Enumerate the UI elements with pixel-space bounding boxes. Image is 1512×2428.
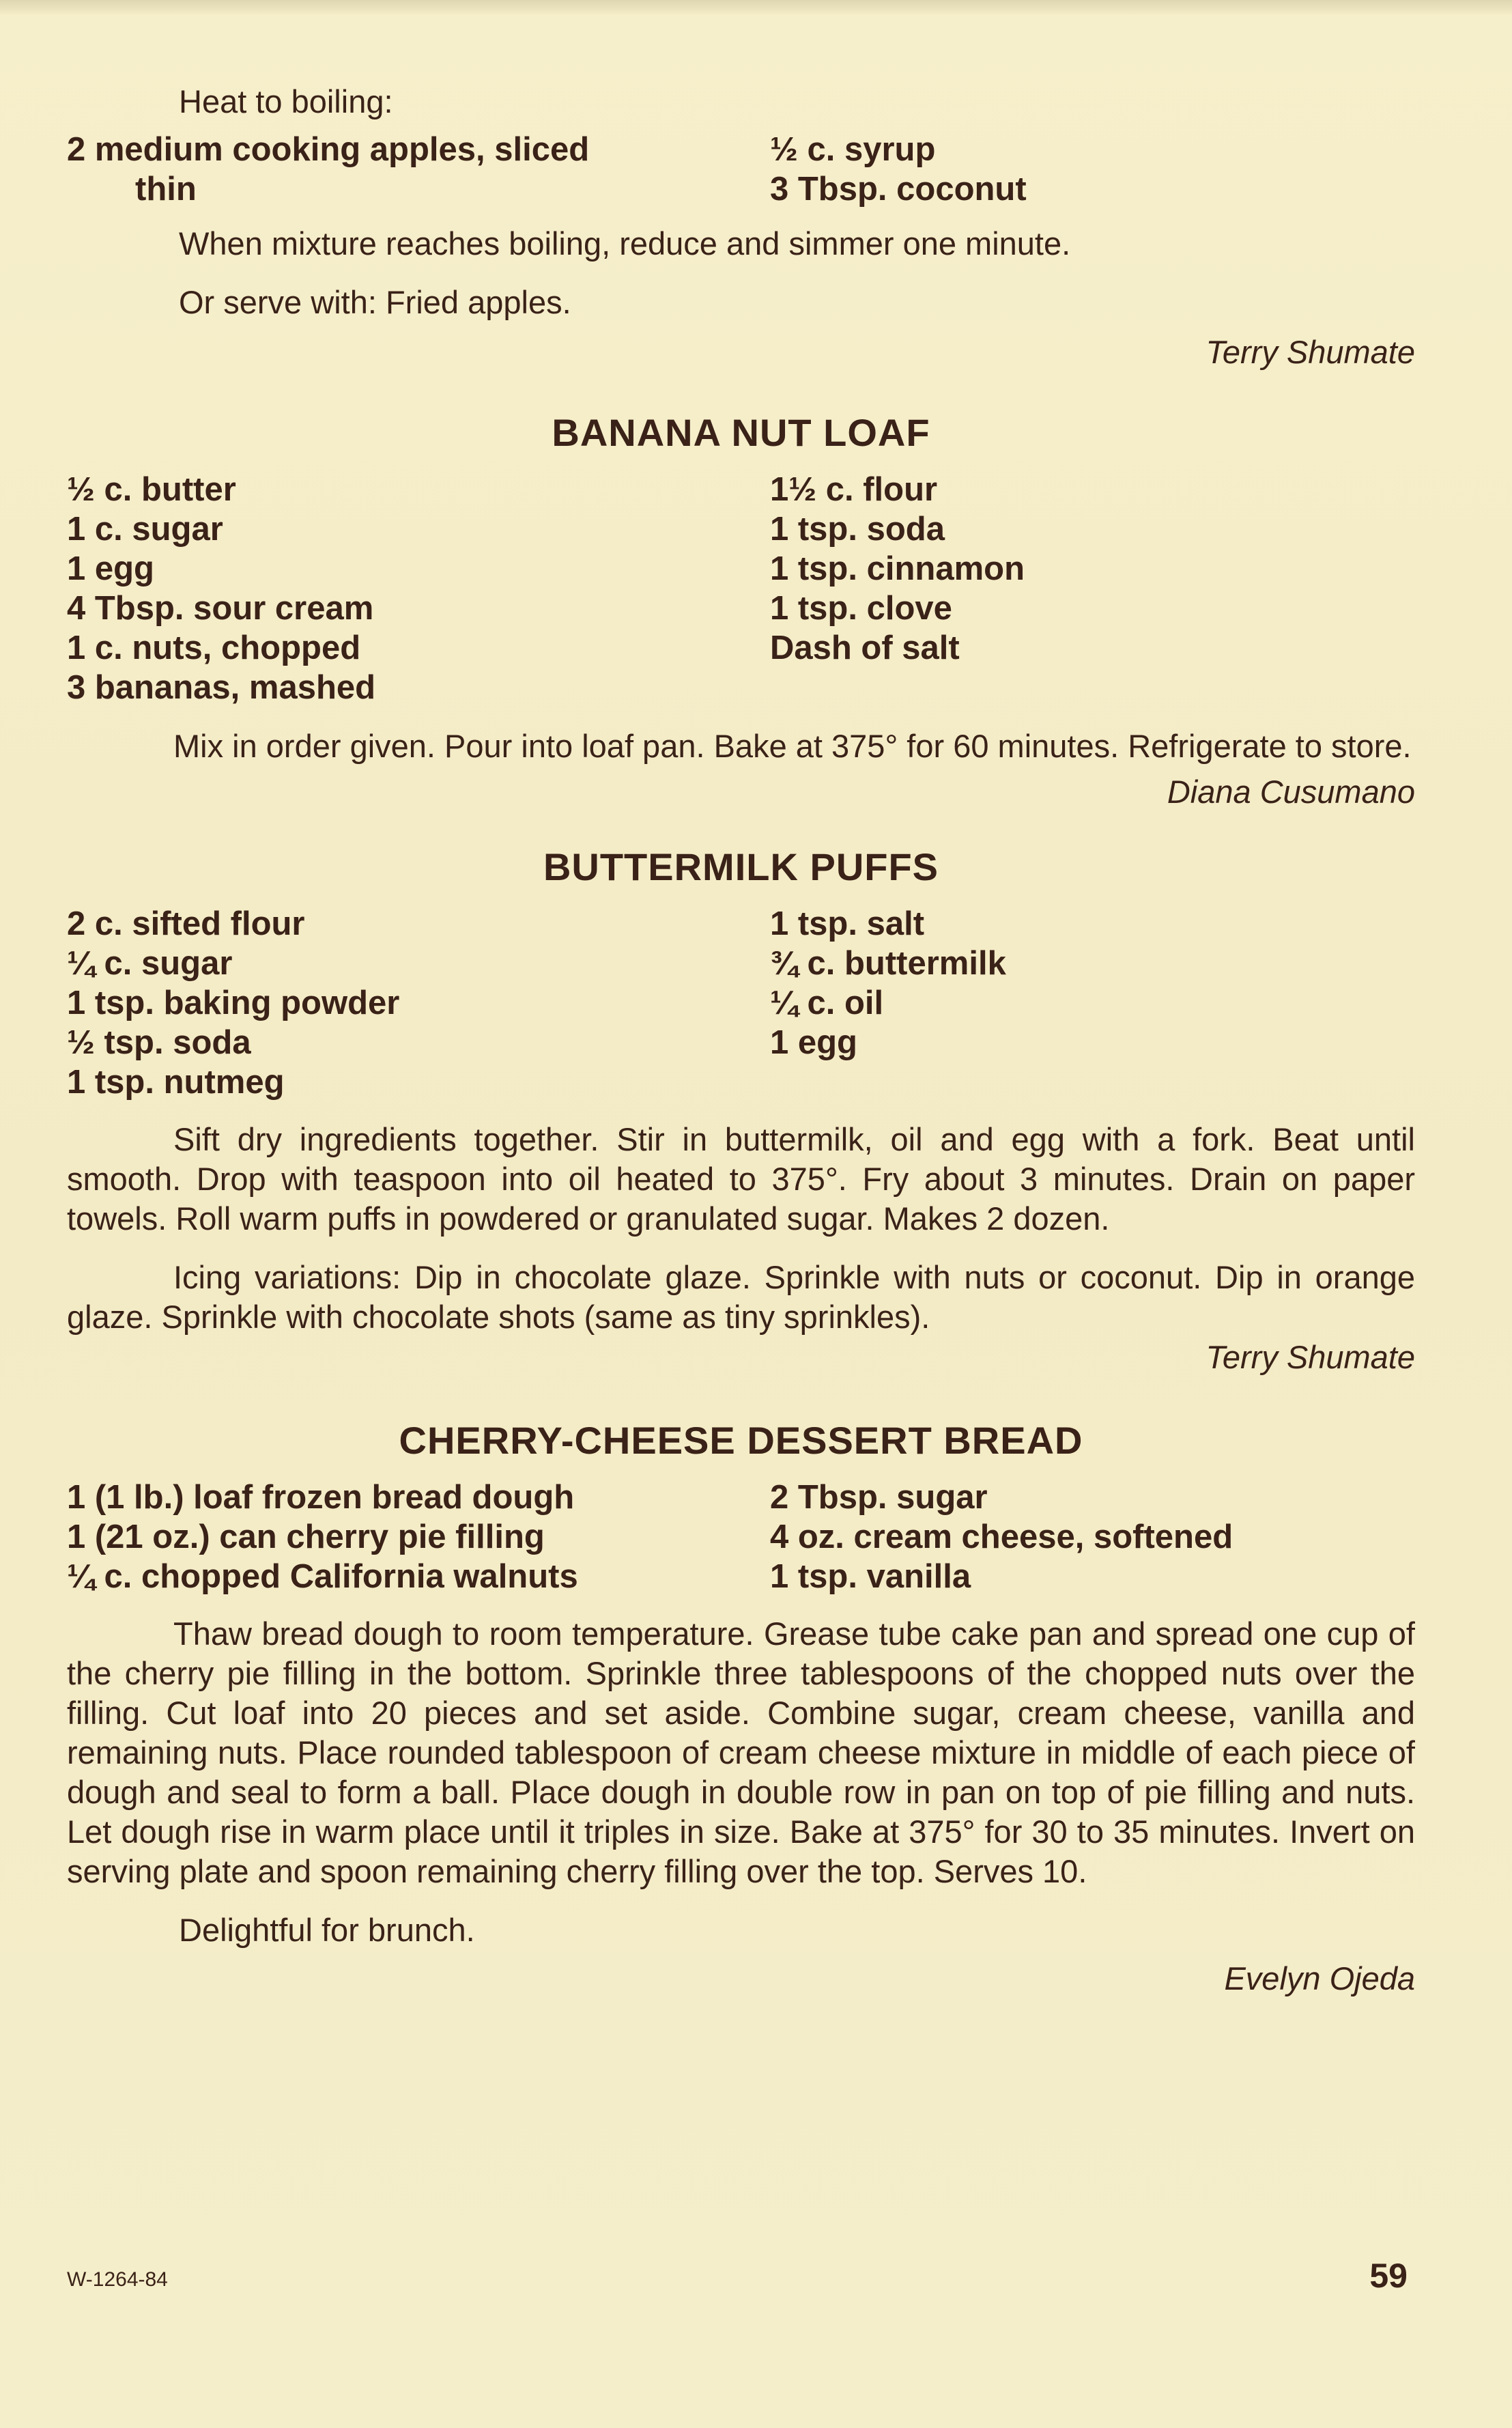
ingredient-item: 1 (1 lb.) loaf frozen bread dough — [67, 1479, 575, 1516]
ingredient-columns — [67, 904, 1415, 1102]
ingredients-left — [67, 130, 770, 209]
ingredients-right — [770, 130, 1415, 209]
recipe-author: Evelyn Ojeda — [1224, 1960, 1415, 1996]
ingredient-item: ½ tsp. soda — [67, 1024, 251, 1061]
ingredient-item: 1 c. sugar — [67, 511, 223, 548]
recipe-banana-nut-loaf — [67, 410, 1415, 810]
recipe-title: BANANA NUT LOAF — [552, 411, 930, 454]
recipe-author: Terry Shumate — [1206, 334, 1415, 370]
ingredient-item: 1 egg — [67, 550, 154, 587]
recipe-buttermilk-puffs — [67, 845, 1415, 1376]
ingredient-item: 1 egg — [770, 1024, 857, 1061]
ingredients-left — [67, 904, 770, 1102]
ingredient-item: 1 c. nuts, chopped — [67, 630, 361, 666]
instruction-text: When mixture reaches boiling, reduce and simmer one minute. — [179, 225, 1071, 262]
ingredient-columns — [67, 1478, 1415, 1596]
ingredient-item: 1 tsp. clove — [770, 590, 952, 627]
recipe-author: Terry Shumate — [1206, 1339, 1415, 1375]
continued-recipe — [67, 82, 1415, 371]
recipe-author: Diana Cusumano — [1167, 774, 1415, 810]
ingredient-item: ½ c. syrup — [770, 131, 936, 168]
serving-suggestion: Or serve with: Fried apples. — [179, 284, 571, 320]
recipe-cherry-cheese-dessert-bread — [67, 1418, 1415, 1997]
ingredient-item: 4 Tbsp. sour cream — [67, 590, 374, 627]
instruction-paragraph: Mix in order given. Pour into loaf pan. Bake at 375° for 60 minutes. Refrigerate to store. — [173, 728, 1412, 764]
ingredient-item: 1 tsp. salt — [770, 905, 925, 942]
ingredient-item: 2 Tbsp. sugar — [770, 1479, 988, 1516]
ingredient-item: 3 Tbsp. coconut — [770, 171, 1027, 208]
ingredient-item: 4 oz. cream cheese, softened — [770, 1519, 1233, 1555]
ingredient-item: 1 (21 oz.) can cherry pie filling — [67, 1519, 545, 1555]
ingredients-right — [770, 904, 1415, 1102]
ingredient-item: 2 medium cooking apples, sliced — [67, 131, 590, 168]
ingredients-right — [770, 470, 1415, 707]
ingredient-columns — [67, 470, 1415, 707]
ingredients-right — [770, 1478, 1415, 1596]
ingredient-columns — [67, 130, 1415, 209]
ingredient-item: ½ c. butter — [67, 471, 236, 508]
ingredient-item: Dash of salt — [770, 630, 960, 666]
recipe-title: CHERRY-CHEESE DESSERT BREAD — [399, 1419, 1083, 1462]
ingredient-item: 1 tsp. baking powder — [67, 985, 400, 1021]
instruction-paragraph: Sift dry ingredients together. Stir in buttermilk, oil and egg with a fork. Beat until smooth. Drop with teaspoon into oil heated to 375°. Fry about 3 minutes. Drain on paper towels. Roll warm puffs in powdered or granulated sugar. Makes 2 dozen. — [67, 1121, 1415, 1237]
page-top-shadow — [0, 0, 1512, 15]
ingredient-item: ¾ c. buttermilk — [770, 945, 1006, 982]
ingredient-item: 1 tsp. vanilla — [770, 1558, 971, 1595]
ingredient-item: 1 tsp. nutmeg — [67, 1064, 285, 1101]
ingredient-item-continued: thin — [135, 171, 197, 208]
page-number: 59 — [1369, 2257, 1408, 2295]
intro-text: Heat to boiling: — [179, 83, 393, 119]
instruction-paragraph: Thaw bread dough to room temperature. Grease tube cake pan and spread one cup of the cherry pie filling in the bottom. Sprinkle three tablespoons of the chopped nuts over the filling. Cut loaf into 20 pieces and set aside. Combine sugar, cream cheese, vanilla and remaining nuts. Place rounded tablespoon of cream cheese mixture in middle of each piece of dough and seal to form a ball. Place dough in double row in pan on top of pie filling and nuts. Let dough rise in warm place until it triples in size. Bake at 375° for 30 to 35 minutes. Invert on serving plate and spoon remaining cherry filling over the top. Serves 10. — [67, 1615, 1415, 1889]
ingredient-item: 3 bananas, mashed — [67, 669, 376, 706]
serving-note: Delightful for brunch. — [179, 1912, 475, 1948]
page-content — [67, 82, 1415, 1997]
ingredient-item: ¼ c. sugar — [67, 945, 233, 982]
ingredient-item: 1 tsp. cinnamon — [770, 550, 1025, 587]
footer-code: W-1264-84 — [67, 2268, 168, 2291]
ingredient-item: ¼ c. oil — [770, 985, 884, 1021]
recipe-title: BUTTERMILK PUFFS — [543, 845, 939, 888]
ingredient-item: 1½ c. flour — [770, 471, 938, 508]
ingredients-left — [67, 1478, 770, 1596]
ingredient-item: 2 c. sifted flour — [67, 905, 305, 942]
ingredient-item: 1 tsp. soda — [770, 511, 945, 548]
icing-variations-paragraph: Icing variations: Dip in chocolate glaze. Sprinkle with nuts or coconut. Dip in orange glaze. Sprinkle with chocolate shots (same as tiny sprinkles). — [67, 1259, 1415, 1335]
ingredients-left — [67, 470, 770, 707]
ingredient-item: ¼ c. chopped California walnuts — [67, 1558, 578, 1595]
